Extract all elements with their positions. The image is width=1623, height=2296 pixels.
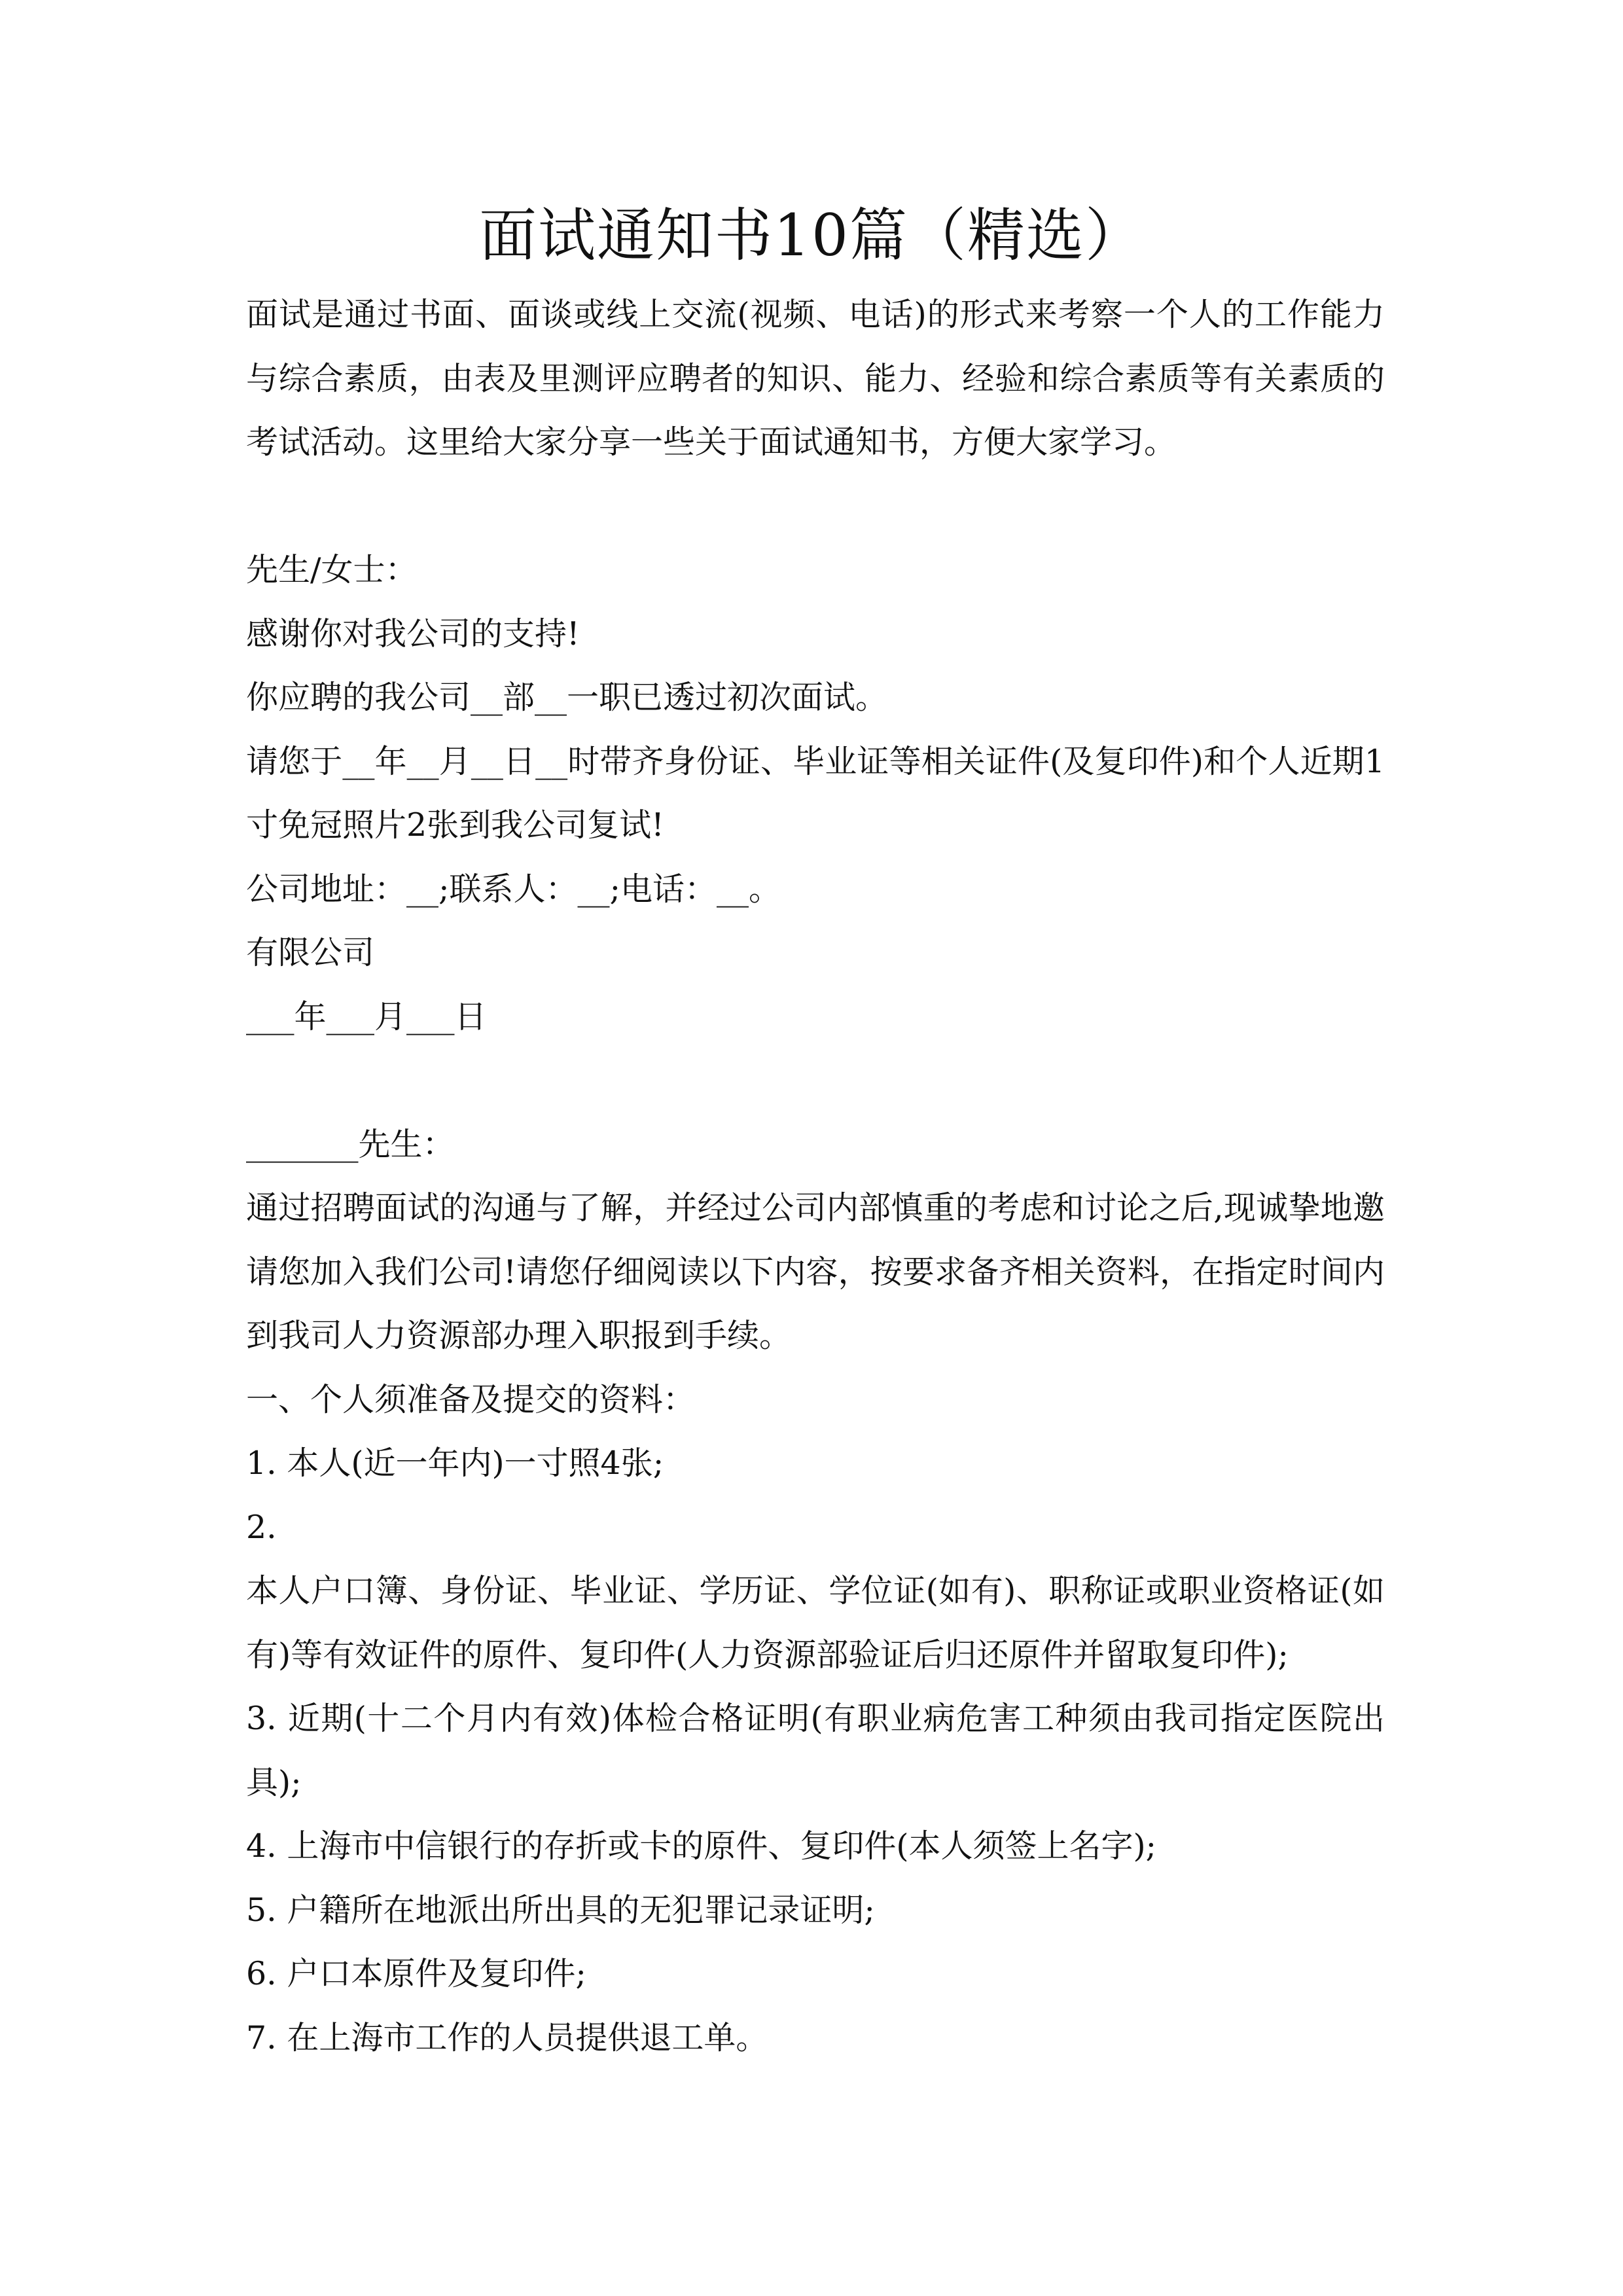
letter1-date: ___年___月___日: [246, 997, 487, 1035]
list-item: 4. 上海市中信银行的存折或卡的原件、复印件(本人须签上名字);: [246, 1827, 1157, 1865]
intro-paragraph: 面试是通过书面、面谈或线上交流(视频、电话)的形式来考察一个人的工作能力与综合素质，由表及里测评应聘者的知识、能力、经验和综合素质等有关素质的考试活动。这里给大家分享一些关于面试通知书，方便大家学习。: [246, 296, 1385, 461]
section-spacer: [246, 1049, 1385, 1113]
list-item: 1. 本人(近一年内)一寸照4张;: [246, 1444, 664, 1482]
list-item: 5. 户籍所在地派出所出具的无犯罪记录证明;: [246, 1891, 875, 1929]
document-title: 面试通知书10篇（精选）: [479, 202, 1144, 269]
letter1-salutation: 先生/女士：: [246, 551, 418, 588]
letter2-salutation: _______先生：: [246, 1125, 455, 1163]
letter1-company: 有限公司: [246, 934, 375, 971]
letter1-contact: 公司地址：__;联系人：__;电话：__。: [246, 870, 781, 908]
document-body: [246, 283, 1385, 2070]
list-item: 3. 近期(十二个月内有效)体检合格证明(有职业病危害工种须由我司指定医院出具);: [246, 1700, 1385, 1801]
list-item: 本人户口簿、身份证、毕业证、学历证、学位证(如有)、职称证或职业资格证(如有)等有效证件的原件、复印件(人力资源部验证后归还原件并留取复印件);: [246, 1572, 1385, 1674]
list-item-number: 2.: [246, 1508, 277, 1546]
letter2-body: 通过招聘面试的沟通与了解，并经过公司内部慎重的考虑和讨论之后,现诚挚地邀请您加入我们公司!请您仔细阅读以下内容，按要求备齐相关资料，在指定时间内到我司人力资源部办理入职报到手续。: [246, 1189, 1385, 1354]
list-item: 6. 户口本原件及复印件;: [246, 1955, 586, 1992]
letter2-section-heading: 一、个人须准备及提交的资料：: [246, 1380, 696, 1418]
section-spacer: [246, 475, 1385, 539]
letter1-thanks: 感谢你对我公司的支持!: [246, 615, 580, 653]
list-item: 7. 在上海市工作的人员提供退工单。: [246, 2018, 768, 2056]
letter1-request: 请您于__年__月__日__时带齐身份证、毕业证等相关证件(及复印件)和个人近期1寸免冠照片2张到我公司复试!: [246, 742, 1385, 844]
letter1-passed: 你应聘的我公司__部__一职已透过初次面试。: [246, 679, 888, 716]
